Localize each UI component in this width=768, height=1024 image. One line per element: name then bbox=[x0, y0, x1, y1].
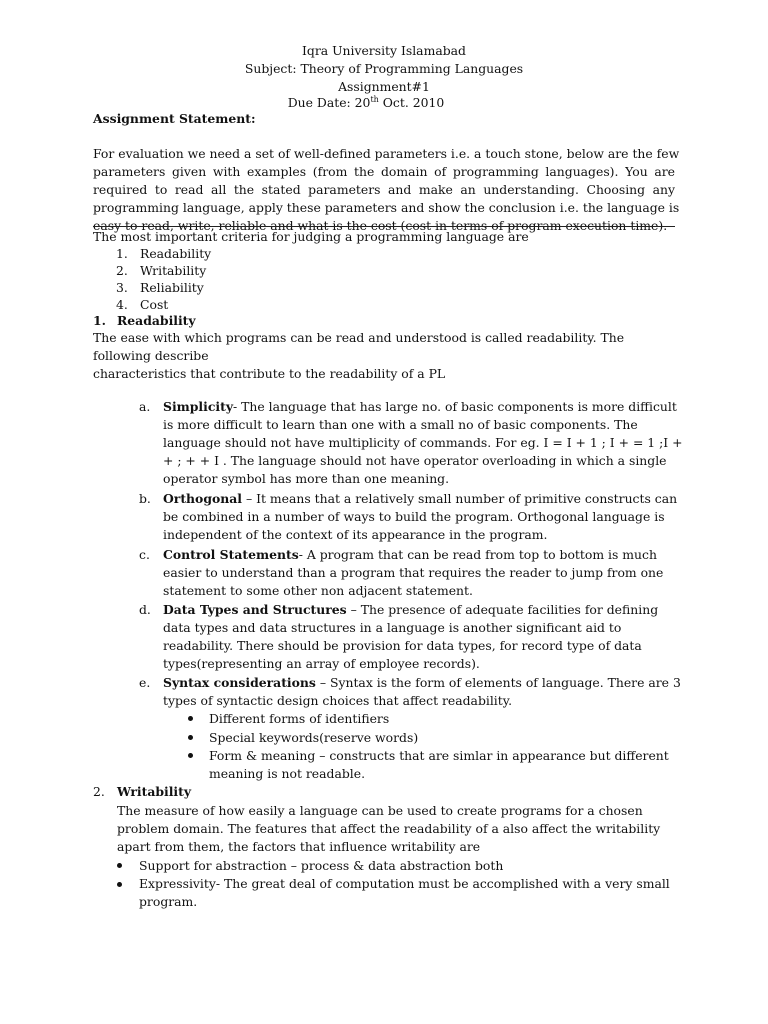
data-types-item: Data Types and Structures – The presence of adequate facilities for defining data types and data structures in a language is another significant aid to readability. There should be provision for data types, for record type of data types(representing an array of employee records). bbox=[163, 602, 659, 671]
bullet-icon bbox=[188, 753, 193, 758]
criteria-intro: The most important criteria for judging a programming language are bbox=[93, 229, 529, 244]
statement-line: parameters given with examples (from the domain of programming languages). You are bbox=[93, 164, 675, 179]
criteria-item: 1. bbox=[116, 246, 128, 261]
criteria-label: Readability bbox=[140, 246, 212, 261]
list-item: Form & meaning – constructs that are simlar in appearance but different meaning is not readable. bbox=[209, 748, 669, 781]
control-statements-item: Control Statements- A program that can be read from top to bottom is much easier to understand than a program that requires the reader to jump from one statement to some other non adjacent statement. bbox=[163, 547, 664, 598]
item-title: Control Statements bbox=[163, 547, 299, 562]
item-letter: d. bbox=[139, 602, 151, 617]
bullet-icon bbox=[188, 735, 193, 740]
writability-intro bbox=[117, 802, 660, 856]
statement-line: easy to read, write, reliable and what is the cost (cost in terms of program execution time). bbox=[93, 218, 668, 233]
criteria-label: Reliability bbox=[140, 280, 204, 295]
readability-heading: Readability bbox=[117, 313, 196, 328]
section-number: 1. bbox=[93, 313, 106, 328]
criteria-label: Cost bbox=[140, 297, 169, 312]
statement-line: For evaluation we need a set of well-defined parameters i.e. a touch stone, below are the few bbox=[93, 146, 680, 161]
item-letter: a. bbox=[139, 399, 151, 414]
statement-paragraph bbox=[93, 145, 680, 235]
paragraph-line: following describe bbox=[93, 348, 209, 363]
criteria-item: 3. bbox=[116, 280, 128, 295]
criteria-item: 4. bbox=[116, 297, 128, 312]
readability-intro bbox=[93, 329, 624, 383]
item-title: Orthogonal bbox=[163, 491, 242, 506]
item-letter: b. bbox=[139, 491, 151, 506]
subject-line: Subject: Theory of Programming Languages bbox=[244, 61, 524, 76]
paragraph-line: The measure of how easily a language can be used to create programs for a chosen bbox=[117, 803, 643, 818]
due-date: Due Date: 20th Oct. 2010 bbox=[287, 94, 445, 110]
statement-heading: Assignment Statement: bbox=[93, 111, 256, 126]
section-number: 2. bbox=[93, 784, 105, 799]
list-item: Expressivity- The great deal of computation must be accomplished with a very small program. bbox=[139, 876, 670, 909]
item-letter: e. bbox=[139, 675, 151, 690]
paragraph-line: apart from them, the factors that influence writability are bbox=[117, 839, 481, 854]
list-item: Support for abstraction – process & data abstraction both bbox=[139, 858, 504, 873]
horizontal-rule bbox=[93, 226, 675, 227]
criteria-label: Writability bbox=[140, 263, 207, 278]
list-item: Special keywords(reserve words) bbox=[209, 730, 419, 745]
orthogonal-item: Orthogonal – It means that a relatively small number of primitive constructs can be combined in a number of ways to build the program. Orthogonal language is independent of the context of its appearance in the program. bbox=[163, 491, 678, 542]
criteria-item: 2. bbox=[116, 263, 128, 278]
paragraph-line: problem domain. The features that affect the readability of a also affect the writability bbox=[117, 821, 661, 836]
list-item: Different forms of identifiers bbox=[209, 711, 390, 726]
item-title: Data Types and Structures bbox=[163, 602, 347, 617]
statement-line: programming language, apply these parameters and show the conclusion i.e. the language is bbox=[93, 200, 680, 215]
university-name: Iqra University Islamabad bbox=[302, 43, 466, 58]
bullet-icon bbox=[117, 882, 122, 887]
bullet-icon bbox=[117, 863, 122, 868]
paragraph-line: The ease with which programs can be read and understood is called readability. The bbox=[93, 330, 625, 345]
item-title: Syntax considerations bbox=[163, 675, 316, 690]
simplicity-item: Simplicity- The language that has large no. of basic components is more difficult is more difficult to learn than one with a small no of basic components. The language should not have multiplicity of commands. For eg. I = I + 1 ; I + = 1 ;I + + ; + + I . The language should not have operator overloading in which a single operator symbol has more than one meaning. bbox=[163, 399, 683, 486]
item-letter: c. bbox=[139, 547, 150, 562]
assignment-number: Assignment#1 bbox=[338, 79, 430, 94]
paragraph-line: characteristics that contribute to the readability of a PL bbox=[93, 366, 446, 381]
item-title: Simplicity bbox=[163, 399, 234, 414]
statement-line: required to read all the stated parameters and make an understanding. Choosing any bbox=[93, 182, 675, 197]
bullet-icon bbox=[188, 716, 193, 721]
syntax-item: Syntax considerations – Syntax is the form of elements of language. There are 3 types of syntactic design choices that affect readability. bbox=[163, 675, 681, 708]
writability-heading: Writability bbox=[117, 784, 192, 799]
